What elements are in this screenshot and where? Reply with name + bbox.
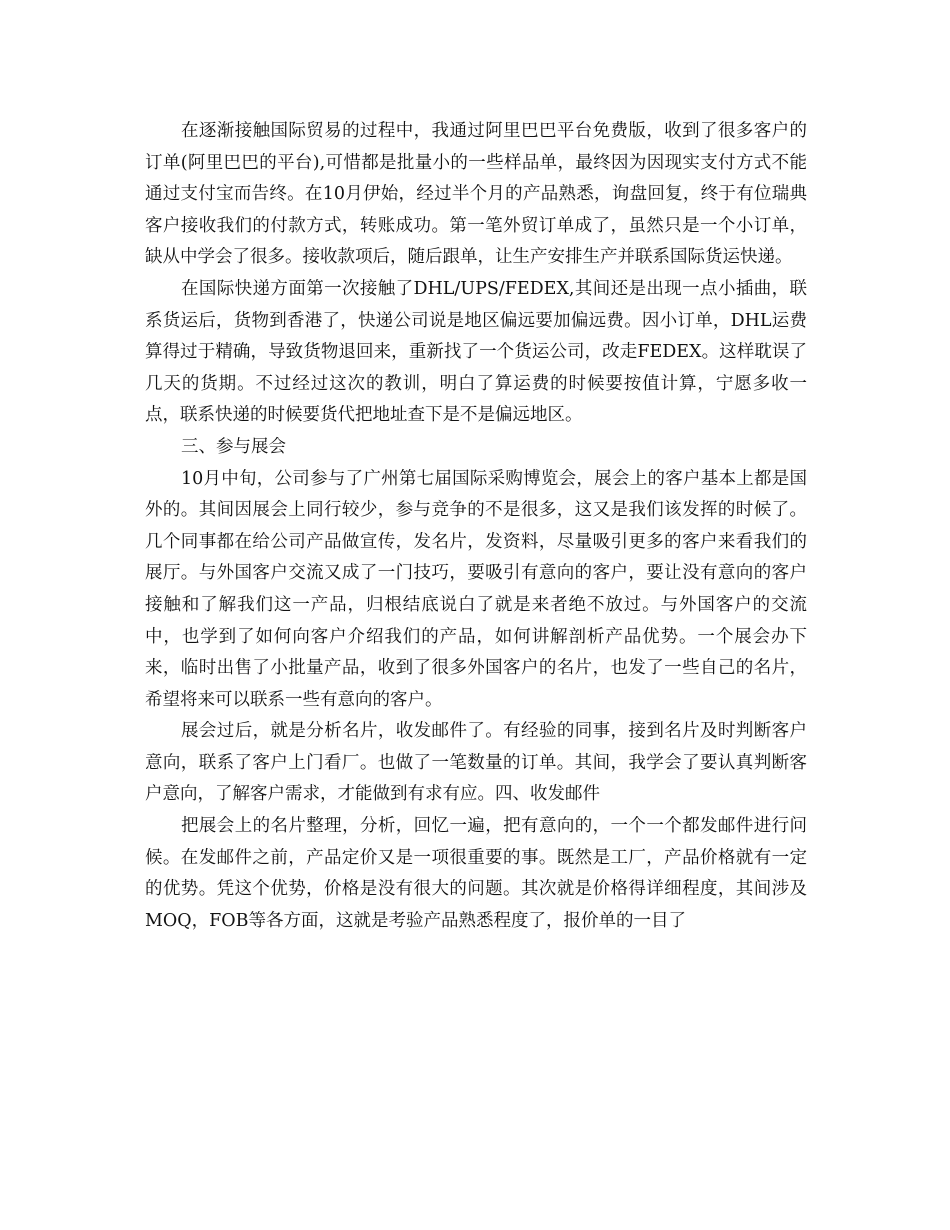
paragraph-after-fair: 展会过后，就是分析名片，收发邮件了。有经验的同事，接到名片及时判断客户意向，联系了客户上门看厂。也做了一笔数量的订单。其间，我学会了要认真判断客户意向，了解客户需求，才能做到有求有应。四、收发邮件 [145,721,807,805]
document-page [145,116,807,937]
paragraph-trade-fair: 10月中旬，公司参与了广州第七届国际采购博览会，展会上的客户基本上都是国外的。其间因展会上同行较少，参与竞争的不是很多，这又是我们该发挥的时候了。几个同事都在给公司产品做宣传，发名片，发资料，尽量吸引更多的客户来看我们的展厅。与外国客户交流又成了一门技巧，要吸引有意向的客户，要让没有意向的客户接触和了解我们这一产品，归根结底说白了就是来者绝不放过。与外国客户的交流中，也学到了如何向客户介绍我们的产品，如何讲解剖析产品优势。一个展会办下来，临时出售了小批量产品，收到了很多外国客户的名片，也发了一些自己的名片，希望将来可以联系一些有意向的客户。 [145,468,807,710]
paragraph-emails: 把展会上的名片整理，分析，回忆一遍，把有意向的，一个一个都发邮件进行问候。在发邮件之前，产品定价又是一项很重要的事。既然是工厂，产品价格就有一定的优势。凭这个优势，价格是没有很大的问题。其次就是价格得详细程度，其间涉及MOQ，FOB等各方面，这就是考验产品熟悉程度了，报价单的一目了 [145,816,807,931]
section-heading-trade-fair: 三、参与展会 [181,436,286,457]
paragraph-international-express: 在国际快递方面第一次接触了DHL/UPS/FEDEX,其间还是出现一点小插曲，联系货运后，货物到香港了，快递公司说是地区偏远要加偏远费。因小订单，DHL运费算得过于精确，导致货物退回来，重新找了一个货运公司，改走FEDEX。这样耽误了几天的货期。不过经过这次的教训，明白了算运费的时候要按值计算，宁愿多收一点，联系快递的时候要货代把地址查下是不是偏远地区。 [145,278,807,426]
paragraph-alibaba-orders: 在逐渐接触国际贸易的过程中，我通过阿里巴巴平台免费版，收到了很多客户的订单(阿里巴巴的平台),可惜都是批量小的一些样品单，最终因为因现实支付方式不能通过支付宝而告终。在10月伊始，经过半个月的产品熟悉，询盘回复，终于有位瑞典客户接收我们的付款方式，转账成功。第一笔外贸订单成了，虽然只是一个小订单，缺从中学会了很多。接收款项后，随后跟单，让生产安排生产并联系国际货运快递。 [145,121,807,268]
